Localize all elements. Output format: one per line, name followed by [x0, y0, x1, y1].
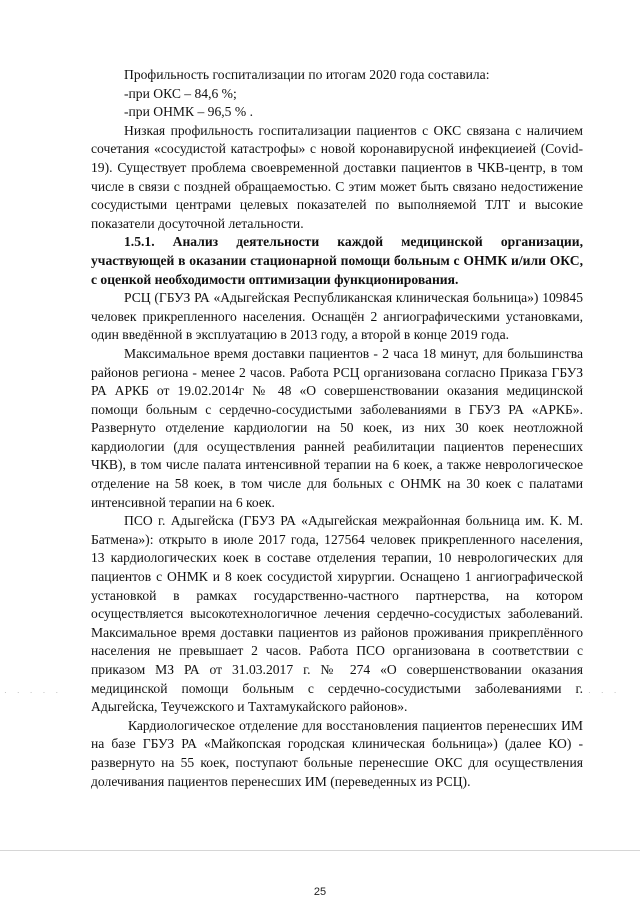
paragraph-delivery-time: Максимальное время доставки пациентов - 2 часа 18 минут, для большинства районов региона - менее 2 часов. Работа РСЦ организована согласно Приказа ГБУЗ РА АРКБ от 19.02.2014г № 48 «О совершенствовании оказания медицинской помощи больным с сердечно-сосудистыми заболеваниями в ГБУЗ РА «АРКБ». Развернуто отделение кардиологии на 50 коек, из них 30 коек неотложной кардиологии (для осуществления ранней реабилитации пациентов перенесших ЧКВ), в том числе палата интенсивной терапии на 6 коек, а также неврологическое отделение на 58 коек, в том числе для больных с ОНМК на 30 коек с палатами интенсивной терапии на 6 коек.: [91, 345, 583, 510]
page-divider: [0, 850, 640, 851]
paragraph-cardiology-dept: Кардиологическое отделение для восстановления пациентов перенесших ИМ на базе ГБУЗ РА «Майкопская городская клиническая больница») (далее КО) - развернуто на 55 коек, поступают больные перенесшие ОКС для осуществления долечивания пациентов перенесших ИМ (переведенных из РСЦ).: [91, 717, 583, 789]
scan-artifact-left: · · · · ·: [4, 688, 63, 697]
section-heading: 1.5.1. Анализ деятельности каждой медицинской организации, участвующей в оказании стационарной помощи больным с ОНМК и/или ОКС, с оценкой необходимости оптимизации функционирования.: [91, 234, 583, 287]
page-number: 25: [313, 886, 327, 898]
paragraph-pso-adygeysk: ПСО г. Адыгейска (ГБУЗ РА «Адыгейская межрайонная больница им. К. М. Батмена»): открыто в июле 2017 года, 127564 человек прикрепленного населения, 13 кардиологических коек в составе отделения терапии, 10 неврологических для пациентов с ОНМК и 8 коек сосудистой хирургии. Оснащено 1 ангиографической установкой в рамках государственно-частного партнерства, на котором осуществляется высокотехнологичное лечения сердечно-сосудистых заболеваний. Максимальное время доставки пациентов из районов проживания прикреплённого населения не превышает 2 часов. Работа ПСО организована в соответствии с приказом МЗ РА от 31.03.2017 г. № 274 «О совершенствовании оказания медицинской помощи больным с сердечно-сосудистыми заболеваниями г. Адыгейска, Теучежского и Тахтамукайского районов».: [91, 513, 583, 715]
paragraph-low-profile: Низкая профильность госпитализации пациентов с ОКС связана с наличием сочетания «сосудистой катастрофы» с новой коронавирусной инфекциеией (Covid-19). Существует проблема своевременной доставки пациентов в ЧКВ-центр, в том числе в связи с поздней обращаемостью. С этим может быть связано недостижение сосудистыми центрами целевых показателей по выполняемой ТЛТ и высокие показатели досуточной летальности.: [91, 122, 583, 231]
paragraph-profile-intro: Профильность госпитализации по итогам 2020 года составила:: [124, 67, 490, 82]
paragraph-rsc: РСЦ (ГБУЗ РА «Адыгейская Республиканская клиническая больница») 109845 человек прикрепленного населения. Оснащён 2 ангиографическими установками, один введённой в эксплуатацию в 2013 году, а второй в конце 2019 года.: [91, 290, 583, 343]
list-item-onmk: -при ОНМК – 96,5 % .: [124, 104, 253, 120]
scan-artifact-right: · · ·: [588, 688, 621, 697]
list-item-oks: -при ОКС – 84,6 %;: [124, 85, 237, 101]
document-body: [91, 66, 583, 791]
